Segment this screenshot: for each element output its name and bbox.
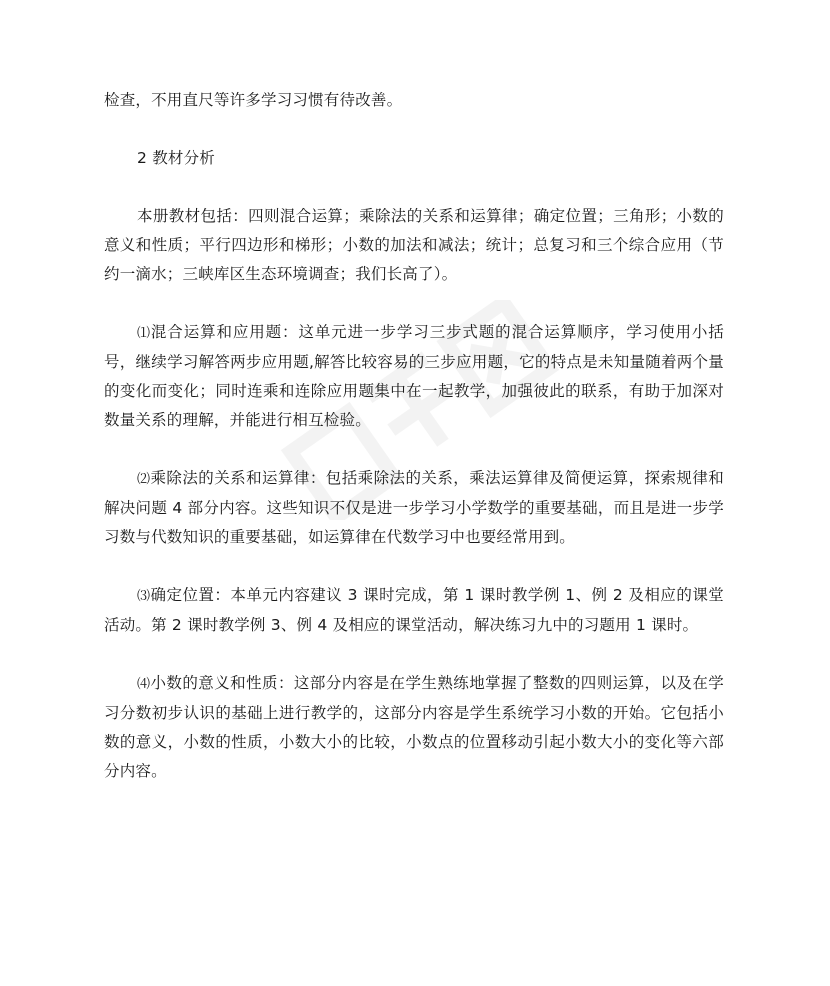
paragraph-textbook-contents: 本册教材包括：四则混合运算；乘除法的关系和运算律；确定位置；三角形；小数的意义和性质；平行四边形和梯形；小数的加法和减法；统计；总复习和三个综合应用（节约一滴水；三峡库区生态环境调查；我们长高了）。	[104, 207, 724, 283]
paragraph-item-1: ⑴混合运算和应用题：这单元进一步学习三步式题的混合运算顺序，学习使用小括号，继续学习解答两步应用题,解答比较容易的三步应用题，它的特点是未知量随着两个量的变化而变化；同时连乘和连除应用题集中在一起教学，加强彼此的联系，有助于加深对数量关系的理解，并能进行相互检验。	[104, 323, 724, 429]
paragraph-item-3: ⑶确定位置：本单元内容建议 3 课时完成，第 1 课时教学例 1、例 2 及相应的课堂活动。第 2 课时教学例 3、例 4 及相应的课堂活动，解决练习九中的习题用 1 课时。	[104, 586, 724, 634]
paragraph-item-2: ⑵乘除法的关系和运算律：包括乘除法的关系，乘法运算律及简便运算，探索规律和解决问题 4 部分内容。这些知识不仅是进一步学习小学数学的重要基础，而且是进一步学习数与代数知识的重要基础，如运算律在代数学习中也要经常用到。	[104, 469, 725, 546]
section-heading-textbook-analysis: 2 教材分析	[137, 149, 215, 167]
list-marker-3: ⑶	[137, 589, 151, 604]
list-marker-1: ⑴	[137, 326, 151, 341]
paragraph-item-4: ⑷小数的意义和性质：这部分内容是在学生熟练地掌握了整数的四则运算，以及在学习分数初步认识的基础上进行教学的，这部分内容是学生系统学习小数的开始。它包括小数的意义，小数的性质，小数大小的比较，小数点的位置移动引起小数大小的变化等六部分内容。	[104, 674, 725, 780]
list-marker-2: ⑵	[137, 472, 151, 487]
paragraph-continuation: 检查，不用直尺等许多学习习惯有待改善。	[104, 91, 403, 109]
list-marker-4: ⑷	[137, 677, 151, 692]
document-body	[104, 86, 724, 815]
